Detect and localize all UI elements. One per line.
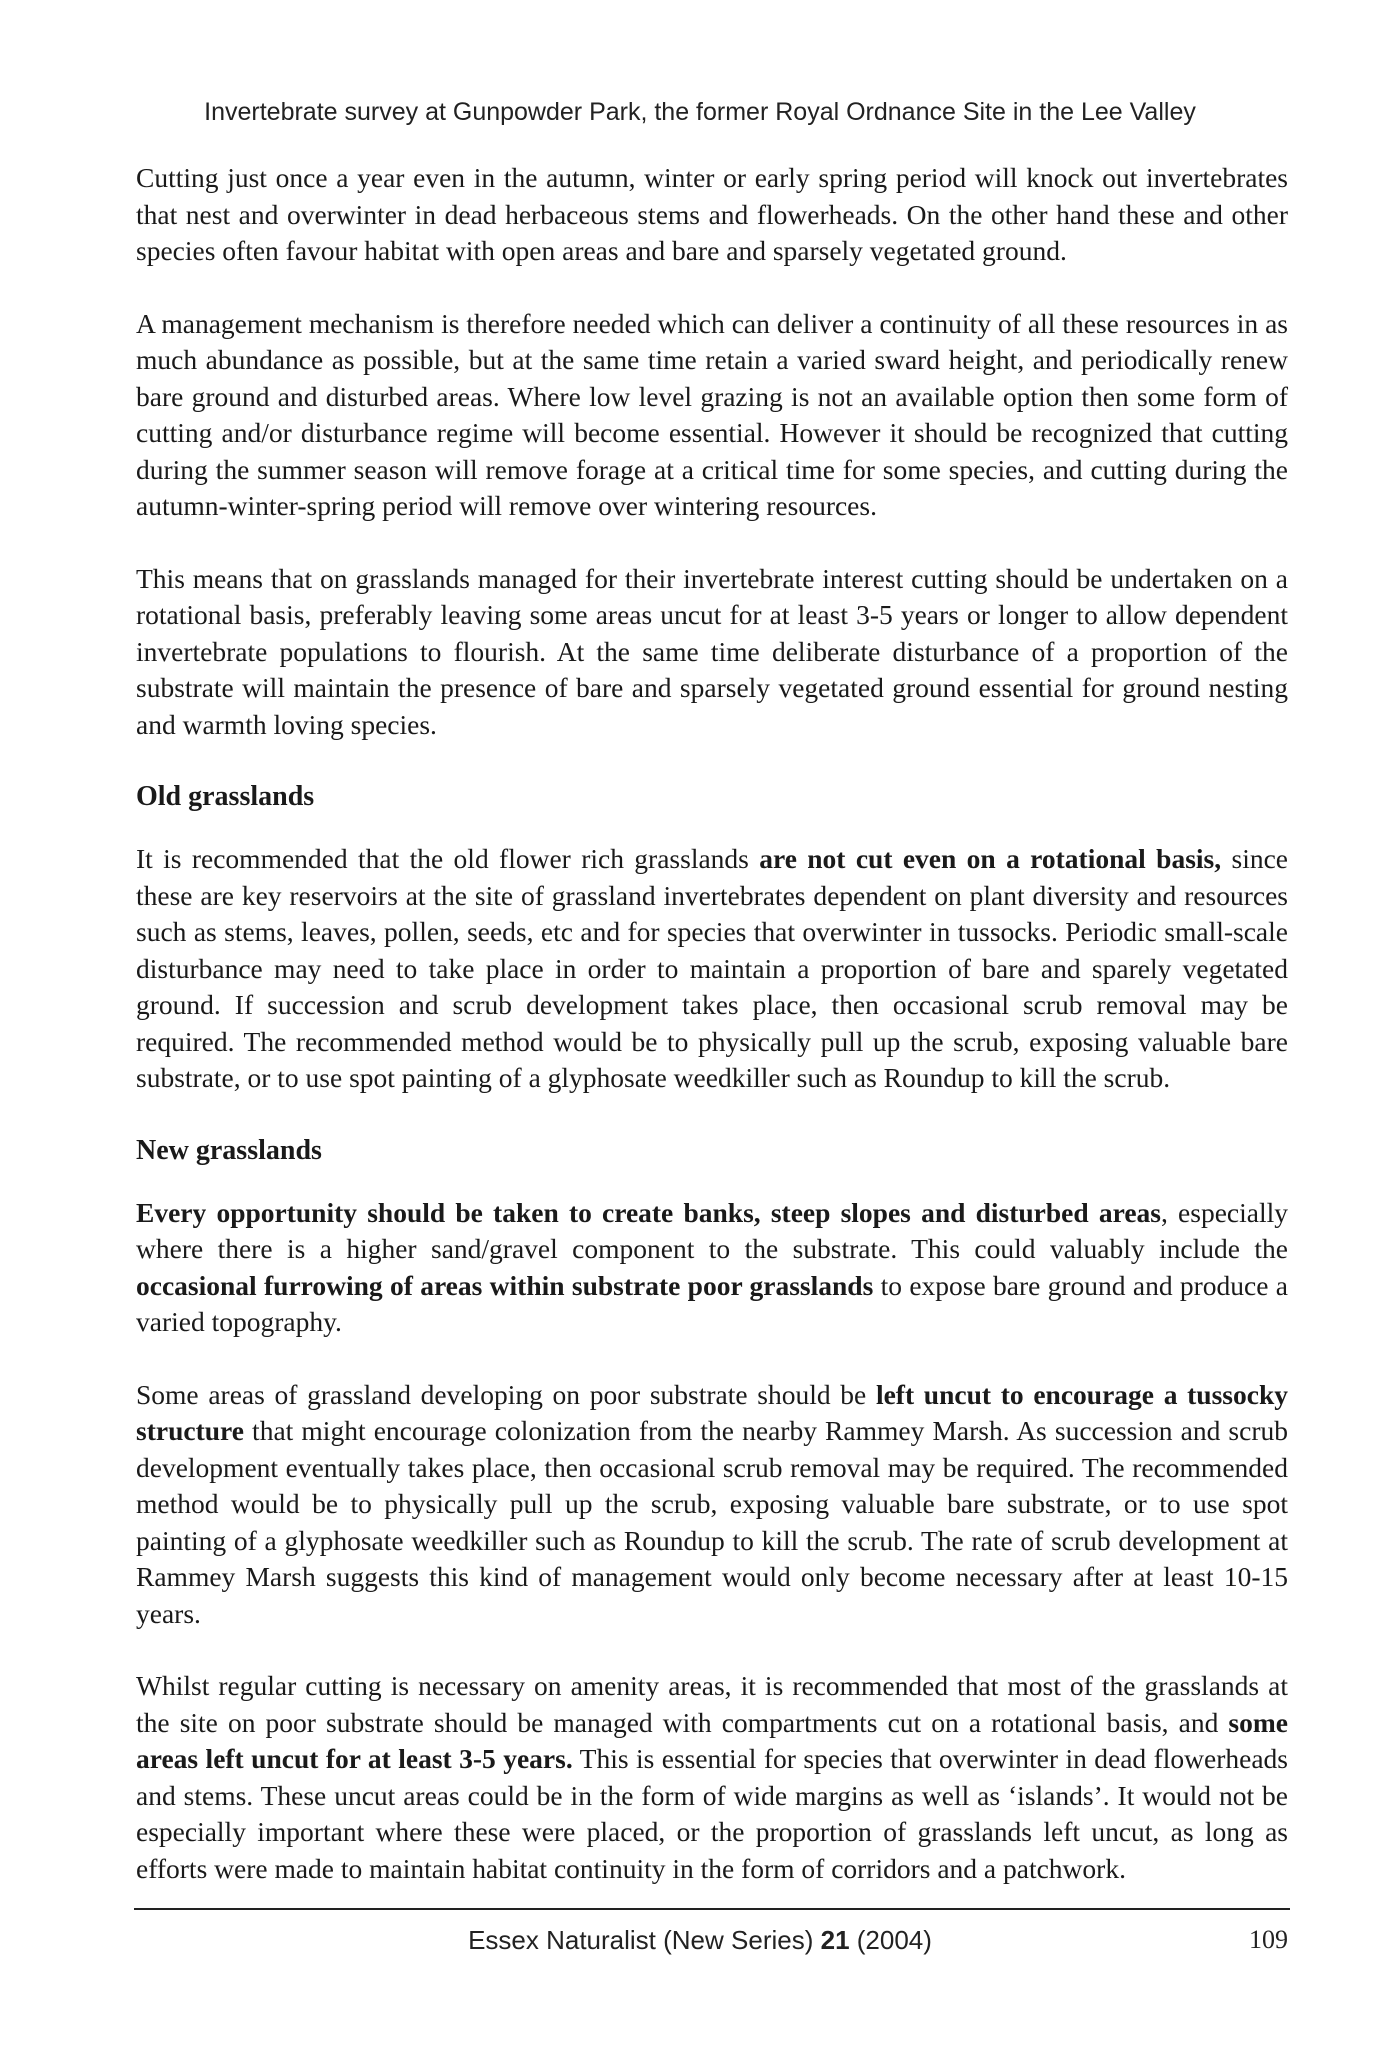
text-run: that might encourage colonization from the nearby Rammey Marsh. As succession and scrub development eventually takes place, then occasional scrub removal may be required. The recommended method would be to physically pull up the scrub, exposing valuable bare substrate, or to use spot painting of a glyphosate weedkiller such as Roundup to kill the scrub. The rate of scrub development at Rammey Marsh suggests this kind of management would only become necessary after at least 10-15 years.	[136, 1415, 1288, 1629]
text-run: It is recommended that the old flower rich grasslands	[136, 843, 760, 874]
section-heading-new-grasslands: New grasslands	[136, 1134, 322, 1166]
emphasis-text: some areas left uncut for at least 3-5 years.	[136, 1706, 1288, 1774]
text-run: Some areas of grassland developing on poor substrate should be	[136, 1378, 876, 1410]
paragraph: This means that on grasslands managed for their invertebrate interest cutting should be undertaken on a rotational basis, preferably leaving some areas uncut for at least 3-5 years or longer to allow dependent invertebrate populations to flourish. At the same time deliberate disturbance of a proportion of the substrate will maintain the presence of bare and sparsely vegetated ground essential for ground nesting and warmth loving species.	[136, 562, 1288, 740]
text-run: Whilst regular cutting is necessary on amenity areas, it is recommended that most of the grasslands at the site on poor substrate should be managed with compartments cut on a rotational basis, and	[136, 1670, 1288, 1738]
body-text	[136, 160, 1288, 1923]
volume-number: 21	[820, 1925, 850, 1955]
emphasis-text: occasional furrowing of areas within substrate poor grasslands	[136, 1269, 874, 1301]
emphasis-text: left uncut to encourage a tussocky structure	[136, 1378, 1288, 1446]
paragraph: A management mechanism is therefore needed which can deliver a continuity of all these resources in as much abundance as possible, but at the same time retain a varied sward height, and periodically renew bare ground and disturbed areas. Where low level grazing is not an available option then some form of cutting and/or disturbance regime will become essential. However it should be recognized that cutting during the summer season will remove forage at a critical time for some species, and cutting during the autumn-winter-spring period will remove over wintering resources.	[136, 307, 1288, 521]
journal-citation	[0, 1925, 1400, 1956]
journal-year: (2004)	[849, 1925, 932, 1955]
paragraph	[136, 1668, 1288, 1887]
text-run: , especially where there is a higher sand/gravel component to the substrate. This could valuably include the	[136, 1196, 1288, 1264]
text-run: This is essential for species that overwinter in dead flowerheads and stems. These uncut areas could be in the form of wide margins as well as ‘islands’. It would not be especially important where these were placed, or the proportion of grasslands left uncut, as long as efforts were made to maintain habitat continuity in the form of corridors and a patchwork.	[136, 1743, 1288, 1884]
paragraph: Cutting just once a year even in the autumn, winter or early spring period will knock out invertebrates that nest and overwinter in dead herbaceous stems and flowerheads. On the other hand these and other species often favour habitat with open areas and bare and sparsely vegetated ground.	[136, 162, 1288, 266]
journal-name: Essex Naturalist (New Series)	[468, 1925, 821, 1955]
emphasis-text: are not cut even on a rotational basis,	[759, 843, 1222, 874]
emphasis-text: Every opportunity should be taken to create banks, steep slopes and disturbed areas	[136, 1196, 1161, 1228]
footer-divider	[134, 1908, 1290, 1910]
text-run: since these are key reservoirs at the site of grassland invertebrates dependent on plant diversity and resources such as stems, leaves, pollen, seeds, etc and for species that overwinter in tussocks. Periodic small-scale disturbance may need to take place in order to maintain a proportion of bare and sparely vegetated ground. If succession and scrub development takes place, then occasional scrub removal may be required. The recommended method would be to physically pull up the scrub, exposing valuable bare substrate, or to use spot painting of a glyphosate weedkiller such as Roundup to kill the scrub.	[136, 843, 1288, 1093]
running-header: Invertebrate survey at Gunpowder Park, the former Royal Ordnance Site in the Lee Valley	[204, 98, 1196, 126]
text-run: to expose bare ground and produce a varied topography.	[136, 1269, 1288, 1337]
page-number: 109	[1249, 1925, 1288, 1954]
paragraph	[136, 1195, 1288, 1341]
paragraph	[136, 1377, 1288, 1633]
section-heading-old-grasslands: Old grasslands	[136, 781, 315, 812]
paragraph	[136, 841, 1288, 1097]
